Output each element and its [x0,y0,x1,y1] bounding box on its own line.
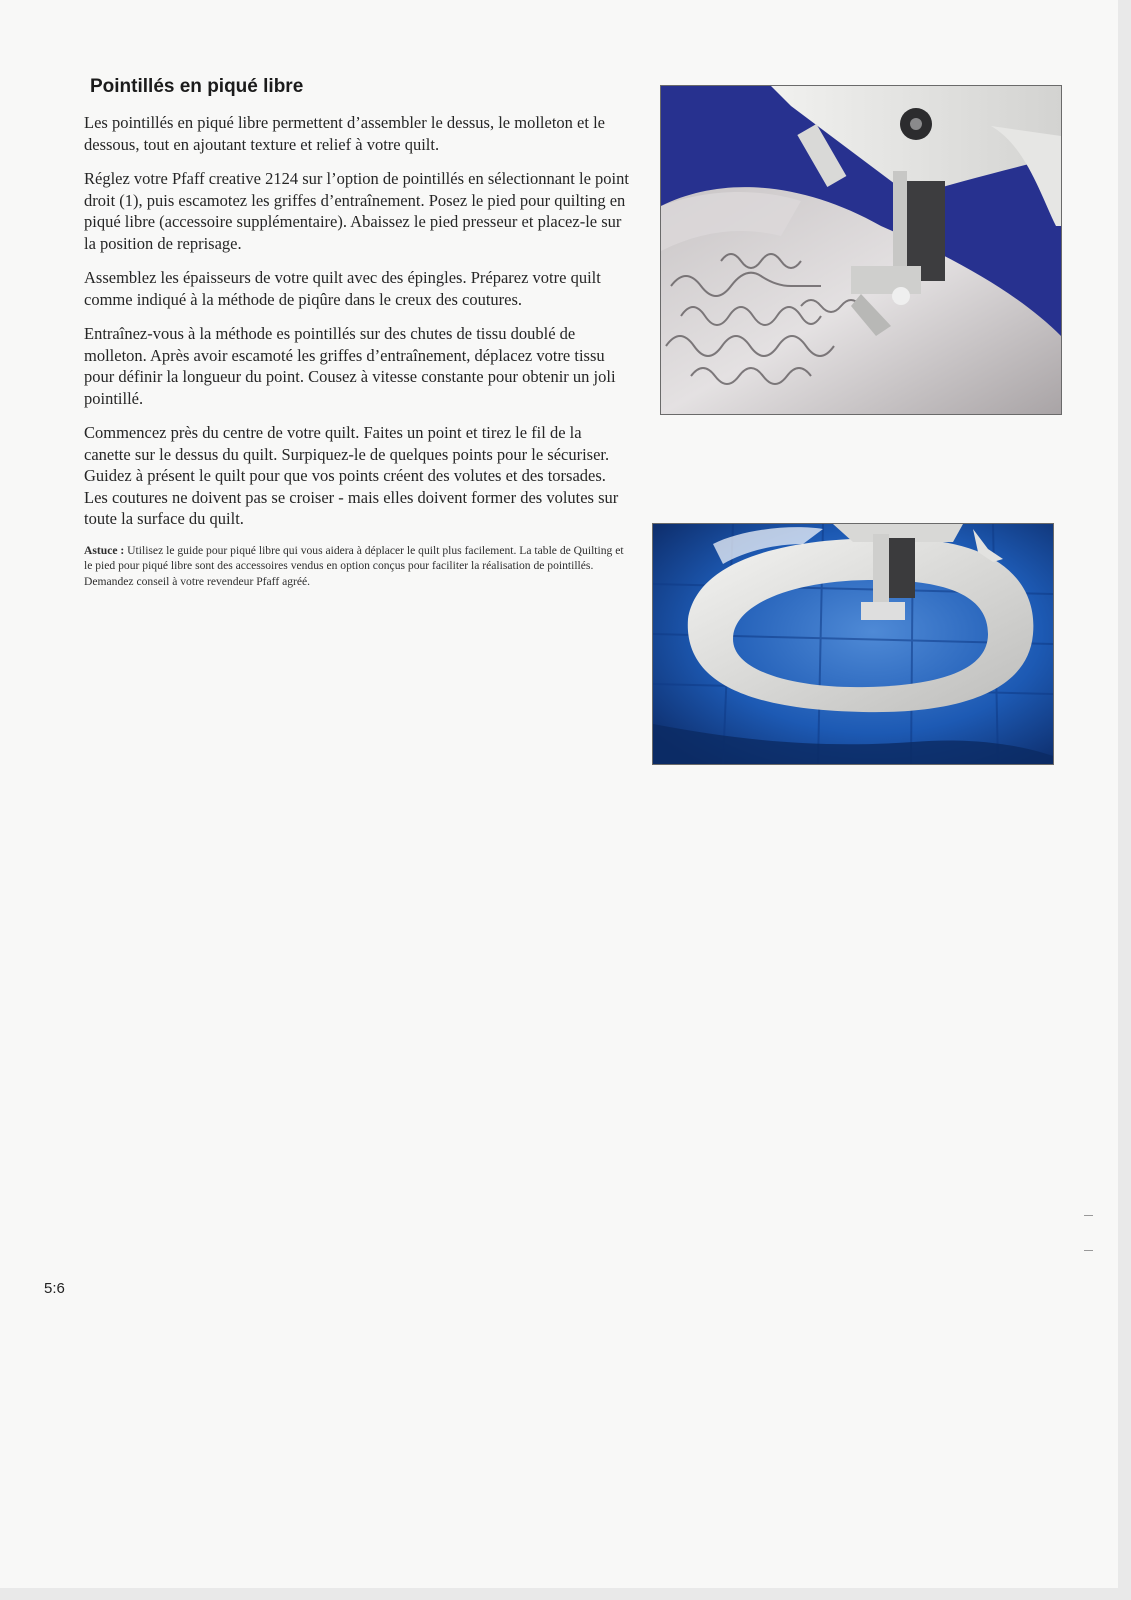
margin-tick [1084,1250,1093,1251]
paragraph-practice: Entraînez-vous à la méthode es pointillés sur des chutes de tissu doublé de molleton. Après avoir escamoté les griffes d’entraînement, déplacez votre tissu pour définir la longueur du point. Cousez à vitesse constante pour obtenir un joli pointillé. [84,324,616,408]
paragraph-pinning: Assemblez les épaisseurs de votre quilt avec des épingles. Préparez votre quilt comme indiqué à la méthode de piqûre dans le creux des coutures. [84,268,601,309]
body-text [84,112,632,602]
margin-tick [1084,1215,1093,1216]
section-heading: Pointillés en piqué libre [90,76,304,97]
tip-text: Utilisez le guide pour piqué libre qui vous aidera à déplacer le quilt plus facilement. La table de Quilting et le pied pour piqué libre sont des accessoires vendus en option conçus pour faciliter la réalisation de pointillés. Demandez conseil à votre revendeur Pfaff agréé. [84,543,624,588]
tip-note [84,543,632,590]
page-number: 5:6 [44,1280,65,1297]
quilting-guide-photo [653,524,1053,764]
paragraph-start: Commencez près du centre de votre quilt. Faites un point et tirez le fil de la canette sur le dessus du quilt. Surpiquez-le de quelques points pour le sécuriser. Guidez à présent le quilt pour que vos points créent des volutes et des torsades. Les coutures ne doivent pas se croiser - mais elles doivent former des volutes sur toute la surface du quilt. [84,423,619,528]
stippling-photo [661,86,1061,414]
tip-label: Astuce : [84,543,125,557]
paragraph-intro: Les pointillés en piqué libre permettent d’assembler le dessus, le molleton et le dessous, tout en ajoutant texture et relief à votre quilt. [84,113,605,154]
paragraph-settings: Réglez votre Pfaff creative 2124 sur l’option de pointillés en sélectionnant le point droit (1), puis escamotez les griffes d’entraînement. Posez le pied pour quilting en piqué libre (accessoire supplémentaire). Abaissez le pied presseur et placez-le sur la position de reprisage. [84,169,629,253]
